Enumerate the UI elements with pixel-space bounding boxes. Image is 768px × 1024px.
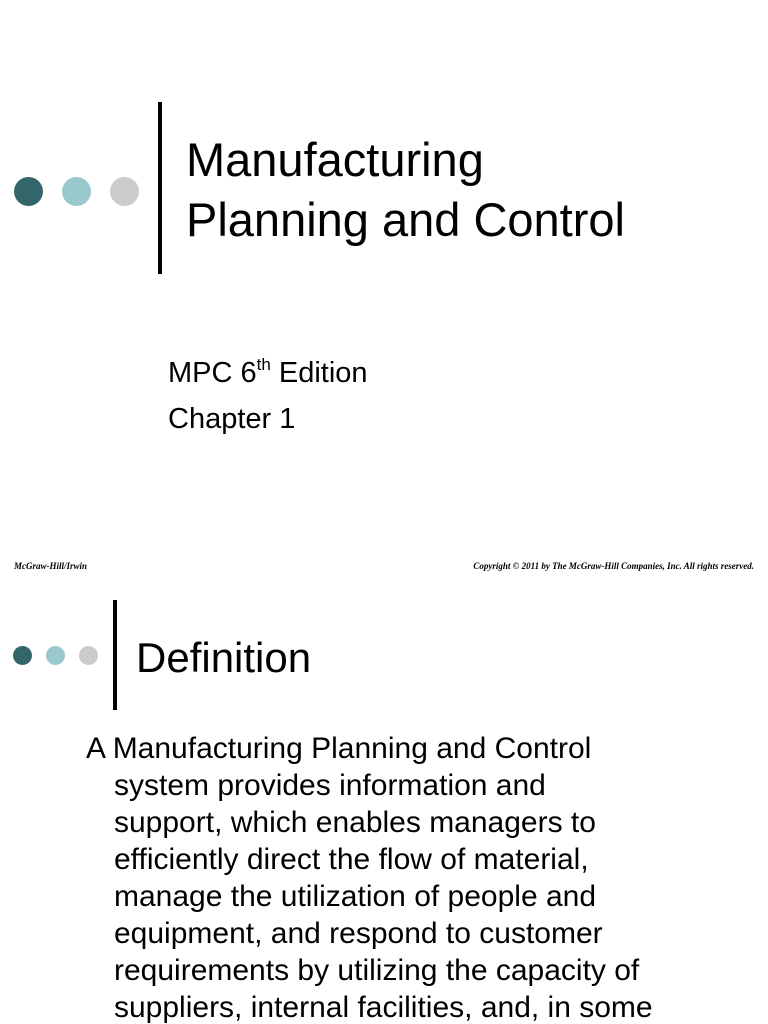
decorative-dot-light — [79, 646, 98, 665]
slide-heading: Definition — [136, 634, 312, 681]
edition-line — [168, 350, 368, 396]
slide-title — [186, 130, 756, 250]
definition-text — [86, 730, 758, 1024]
definition-line: equipment, and respond to customer — [114, 917, 603, 950]
definition-line: requirements by utilizing the capacity of — [114, 954, 640, 987]
decorative-dot-dark — [13, 646, 32, 665]
heading-divider-line — [113, 600, 117, 710]
definition-line: system provides information and — [114, 769, 546, 802]
edition-suffix: Edition — [270, 357, 368, 389]
title-divider-line — [158, 102, 162, 274]
publisher-footer: McGraw-Hill/Irwin — [14, 561, 88, 571]
edition-superscript: th — [256, 355, 271, 374]
definition-line: manage the utilization of people and — [114, 880, 597, 913]
slide-subtitle — [168, 350, 368, 442]
decorative-dot-mid — [46, 646, 65, 665]
definition-line: A Manufacturing Planning and Control — [86, 732, 592, 765]
slide-title-line-2: Planning and Control — [186, 193, 625, 246]
decorative-dot-mid — [62, 177, 91, 206]
definition-line: support, which enables managers to — [114, 806, 596, 839]
decorative-dot-light — [110, 177, 139, 206]
definition-line: suppliers, internal facilities, and, in some — [114, 991, 653, 1024]
chapter-line: Chapter 1 — [168, 403, 296, 435]
slide-title-line-1: Manufacturing — [186, 133, 484, 186]
decorative-dot-dark — [14, 177, 43, 206]
definition-slide — [0, 580, 768, 1024]
edition-prefix: MPC 6 — [168, 357, 257, 389]
copyright-footer: Copyright © 2011 by The McGraw-Hill Companies, Inc. All rights reserved. — [473, 561, 754, 571]
definition-line: efficiently direct the flow of material, — [114, 843, 589, 876]
